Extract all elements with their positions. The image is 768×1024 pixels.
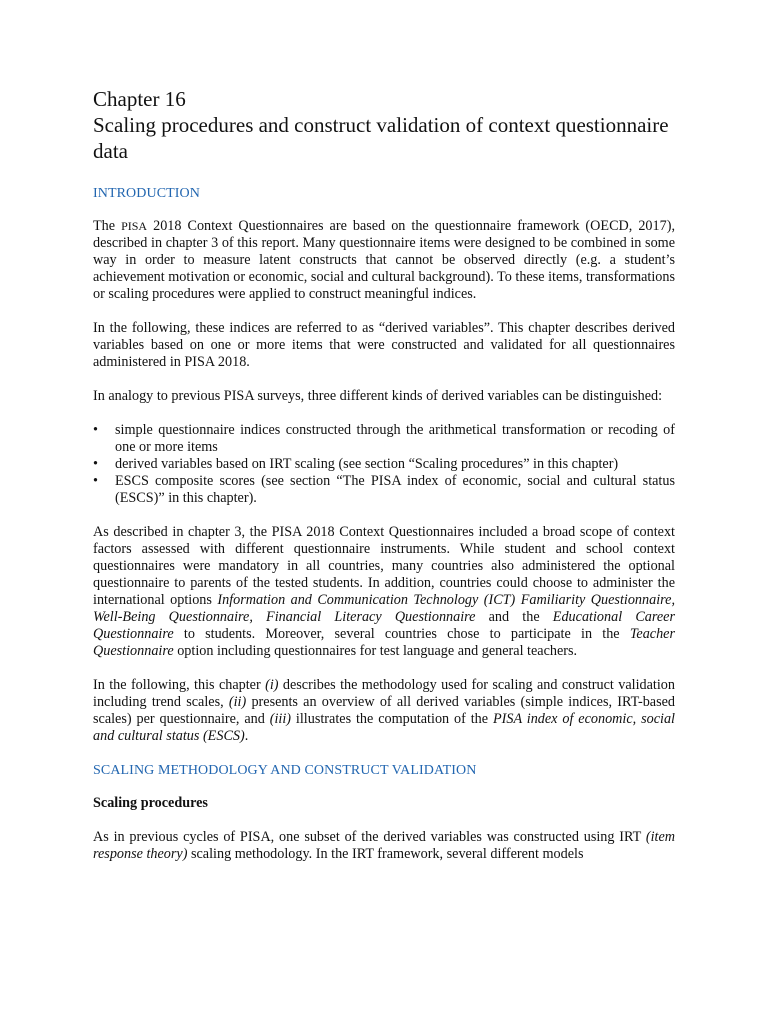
text-run-italic: Teacher Questionnaire: [93, 626, 675, 659]
text-run-italic: (item response theory): [93, 829, 675, 862]
text-run: describes the methodology used for scaling and construct validation including trend scales,: [93, 677, 675, 710]
list-item-text: derived variables based on IRT scaling (see section “Scaling procedures” in this chapter): [115, 456, 619, 472]
text-run: presents an overview of all derived variables (simple indices, IRT-based scales) per questionnaire, and: [93, 694, 675, 727]
section-heading-scaling: SCALING METHODOLOGY AND CONSTRUCT VALIDATION: [93, 763, 477, 778]
text-run-italic: (i): [265, 677, 279, 693]
text-run: The: [93, 218, 122, 234]
document-page: [93, 86, 675, 880]
list-item: [93, 473, 675, 507]
text-run: scaling methodology. In the IRT framework, several different models: [187, 846, 584, 862]
text-run-italic: Educational Career Questionnaire: [93, 609, 675, 642]
text-run-italic: PISA index of economic, social and cultural status (ESCS): [93, 711, 675, 744]
text-run: option including questionnaires for test language and general teachers.: [173, 643, 578, 659]
bullet-icon: •: [93, 422, 98, 438]
intro-paragraph-2: In the following, these indices are referred to as “derived variables”. This chapter describes derived variables based on one or more items that were constructed and validated for all questionnaires administered in PISA 2018.: [93, 320, 675, 370]
text-run-italic: (iii): [269, 711, 292, 727]
list-item: [93, 422, 675, 456]
bullet-icon: •: [93, 456, 98, 472]
scaling-paragraph-1: [93, 829, 675, 863]
text-run: As described in chapter 3, the PISA 2018 Context Questionnaires included a broad scope of context factors assessed with different questionnaire instruments. While student and school context questionnaires were mandatory in all countries, many countries also administered the optional questionnaire to parents of the tested students. In addition, countries could choose to administer the international options: [93, 524, 675, 608]
text-run: In the following, this chapter: [93, 677, 266, 693]
text-run: to students. Moreover, several countries chose to participate in the: [173, 626, 630, 642]
section-heading-introduction: INTRODUCTION: [93, 186, 200, 201]
text-run-pisa: PISA: [121, 219, 148, 233]
bullet-icon: •: [93, 473, 98, 489]
text-run: .: [244, 728, 249, 744]
text-run: 2018 Context Questionnaires are based on the questionnaire framework (OECD, 2017), described in chapter 3 of this report. Many questionnaire items were designed to be combined in some way in order to measure latent constructs that cannot be observed directly (e.g. a student’s achievement motivation or economic, social and cultural background). To these items, transformations or scaling procedures were applied to construct meaningful indices.: [93, 218, 675, 302]
intro-paragraph-4: [93, 524, 675, 660]
list-item: [93, 456, 675, 473]
chapter-number: Chapter 16: [93, 87, 186, 111]
intro-paragraph-5: [93, 677, 675, 745]
list-item-text: ESCS composite scores (see section “The PISA index of economic, social and cultural status (ESCS)” in this chapter).: [115, 473, 675, 506]
intro-paragraph-1: [93, 218, 675, 303]
chapter-title: Scaling procedures and construct validation of context questionnaire data: [93, 113, 669, 163]
intro-paragraph-3: In analogy to previous PISA surveys, three different kinds of derived variables can be distinguished:: [93, 388, 663, 404]
text-run-italic: Information and Communication Technology (ICT) Familiarity Questionnaire, Well-Being Questionnaire, Financial Literacy Questionnaire: [93, 592, 675, 625]
text-run: illustrates the computation of the: [291, 711, 493, 727]
subheading-scaling-procedures: Scaling procedures: [93, 795, 208, 811]
text-run: and the: [475, 609, 553, 625]
text-run-italic: (ii): [228, 694, 247, 710]
text-run: As in previous cycles of PISA, one subset of the derived variables was constructed using IRT: [93, 829, 646, 845]
list-item-text: simple questionnaire indices constructed through the arithmetical transformation or recoding of one or more items: [115, 422, 675, 455]
derived-variables-list: [93, 422, 675, 507]
